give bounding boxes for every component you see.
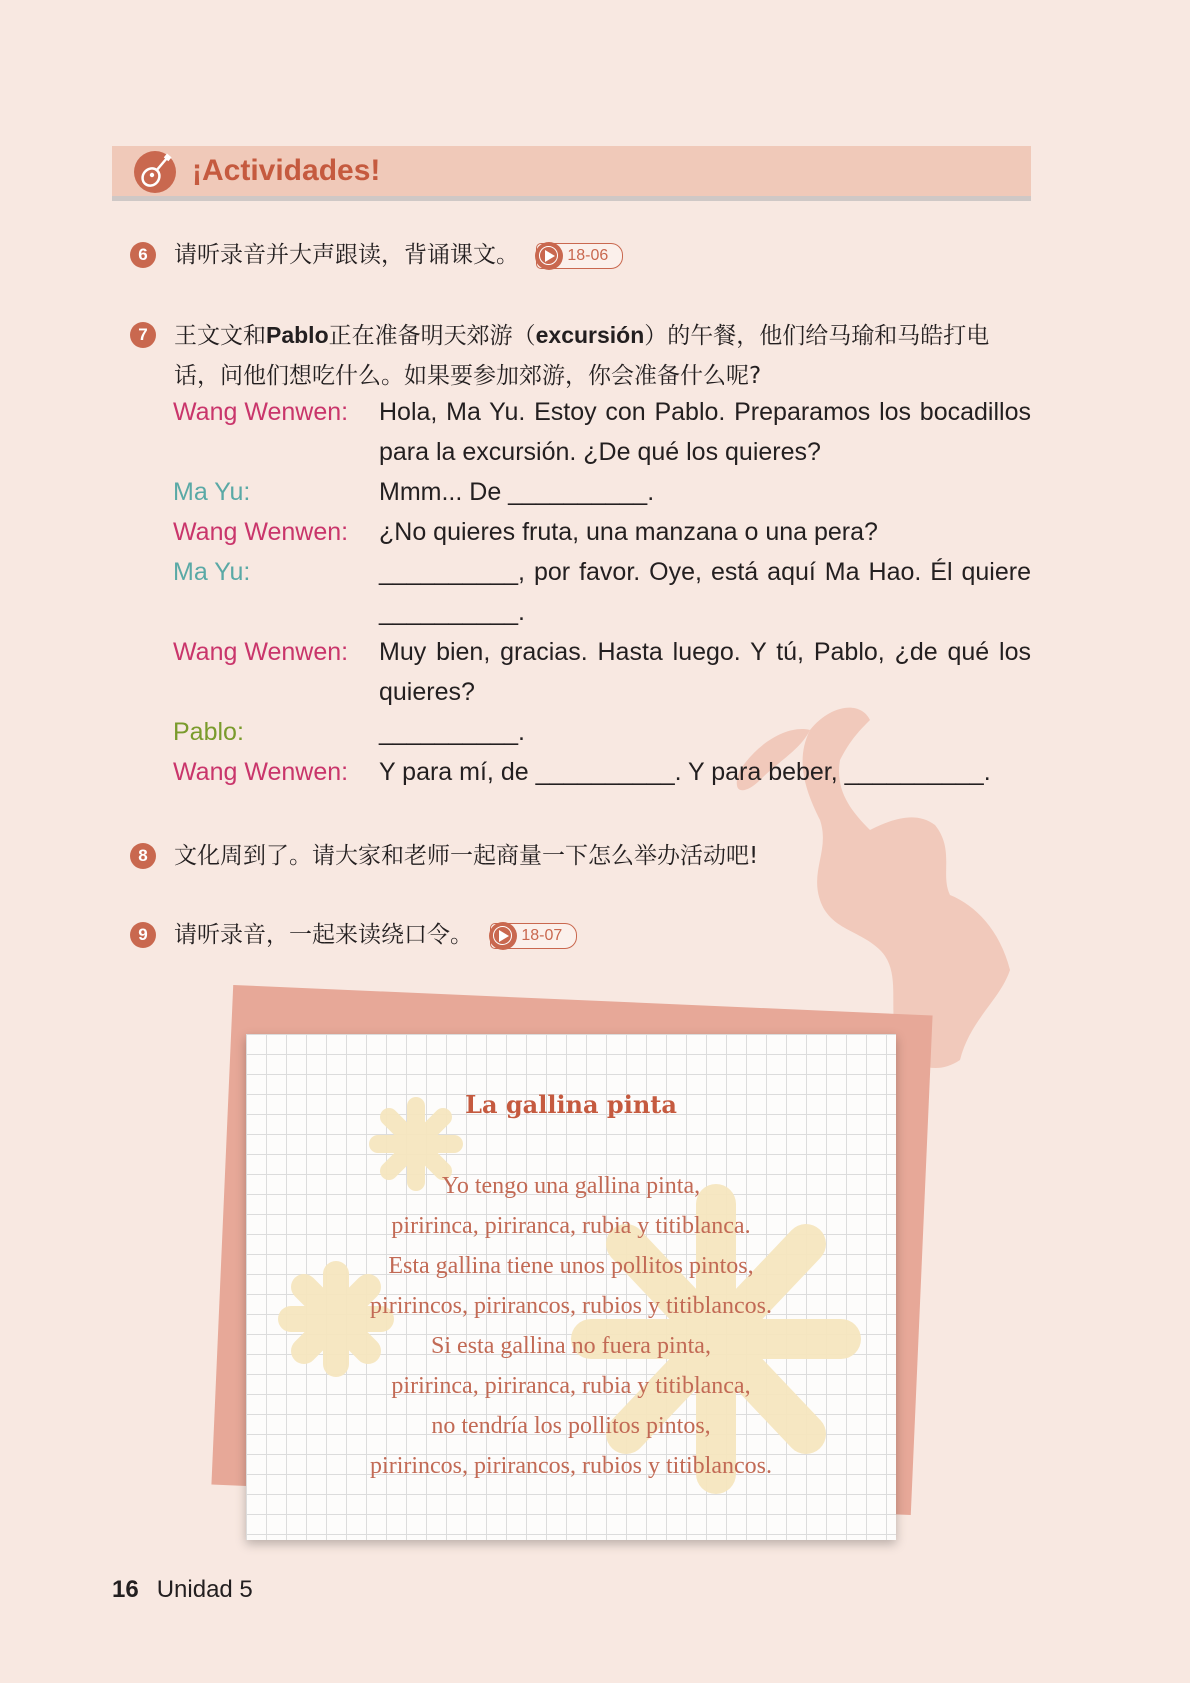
- exercise-number: 9: [130, 922, 156, 948]
- poem-line: piririnca, piriranca, rubia y titiblanca,: [391, 1373, 751, 1399]
- guitar-icon: [134, 151, 176, 193]
- poem-line: piririncos, pirirancos, rubios y titiblancos.: [370, 1293, 772, 1319]
- dialog-line: [173, 512, 1031, 552]
- exercise-instruction: 王文文和Pablo正在准备明天郊游（excursión）的午餐，他们给马瑜和马皓打电 话，问他们想吃什么。如果要参加郊游，你会准备什么呢?: [174, 322, 990, 389]
- poem-line: piririnca, piriranca, rubia y titiblanca.: [391, 1213, 751, 1239]
- poem-line: no tendría los pollitos pintos,: [431, 1413, 711, 1439]
- dialog-line: [173, 552, 1031, 632]
- play-icon: [535, 242, 563, 270]
- dialog-text: Muy bien, gracias. Hasta luego. Y tú, Pablo, ¿de qué los quieres?: [379, 638, 1031, 706]
- poem-body: [246, 1166, 896, 1486]
- dialog-text: Mmm... De __________.: [379, 478, 655, 506]
- poem-line: Si esta gallina no fuera pinta,: [431, 1333, 711, 1359]
- dialog-line: [173, 392, 1031, 472]
- play-icon: [489, 922, 517, 950]
- speaker-name: Ma Yu:: [173, 558, 251, 586]
- dialog-text: Hola, Ma Yu. Estoy con Pablo. Preparamos los bocadillos para la excursión. ¿De qué los quieres?: [379, 398, 1031, 466]
- poem-line: piririncos, pirirancos, rubios y titiblancos.: [370, 1453, 772, 1479]
- page-number: 16: [112, 1576, 139, 1603]
- dialog-exercise: [173, 392, 1031, 792]
- exercise-number: 8: [130, 843, 156, 869]
- speaker-name: Ma Yu:: [173, 478, 251, 506]
- audio-track-button[interactable]: [536, 243, 623, 269]
- dialog-line: [173, 712, 1031, 752]
- dialog-text: Y para mí, de __________. Y para beber, __________.: [379, 758, 991, 786]
- dialog-line: [173, 752, 1031, 792]
- dialog-text: ¿No quieres fruta, una manzana o una pera?: [379, 518, 878, 546]
- exercise-number: 6: [130, 242, 156, 268]
- speaker-name: Pablo:: [173, 718, 244, 746]
- speaker-name: Wang Wenwen:: [173, 638, 349, 666]
- audio-track-button[interactable]: [490, 923, 577, 949]
- speaker-name: Wang Wenwen:: [173, 518, 349, 546]
- audio-track-label: 18-06: [567, 246, 609, 264]
- dialog-line: [173, 632, 1031, 712]
- speaker-name: Wang Wenwen:: [173, 398, 349, 426]
- exercise-number: 7: [130, 322, 156, 348]
- dialog-text: __________.: [379, 718, 525, 746]
- audio-track-label: 18-07: [521, 926, 563, 944]
- poem-card: [246, 1034, 896, 1540]
- unit-label: Unidad 5: [156, 1576, 253, 1603]
- poem-line: Esta gallina tiene unos pollitos pintos,: [388, 1253, 754, 1279]
- dialog-text: __________, por favor. Oye, está aquí Ma Hao. Él quiere __________.: [379, 558, 1031, 626]
- dialog-line: [173, 472, 1031, 512]
- activities-header: [112, 146, 1031, 201]
- section-title: ¡Actividades!: [192, 154, 381, 187]
- poem-line: Yo tengo una gallina pinta,: [441, 1173, 701, 1199]
- exercise-instruction: 请听录音并大声跟读，背诵课文。: [174, 242, 519, 268]
- exercise-instruction: 请听录音，一起来读绕口令。: [174, 922, 473, 948]
- exercise-instruction: 文化周到了。请大家和老师一起商量一下怎么举办活动吧!: [174, 843, 759, 869]
- speaker-name: Wang Wenwen:: [173, 758, 349, 786]
- poem-title: La gallina pinta: [465, 1090, 677, 1119]
- page-footer: [112, 1576, 253, 1604]
